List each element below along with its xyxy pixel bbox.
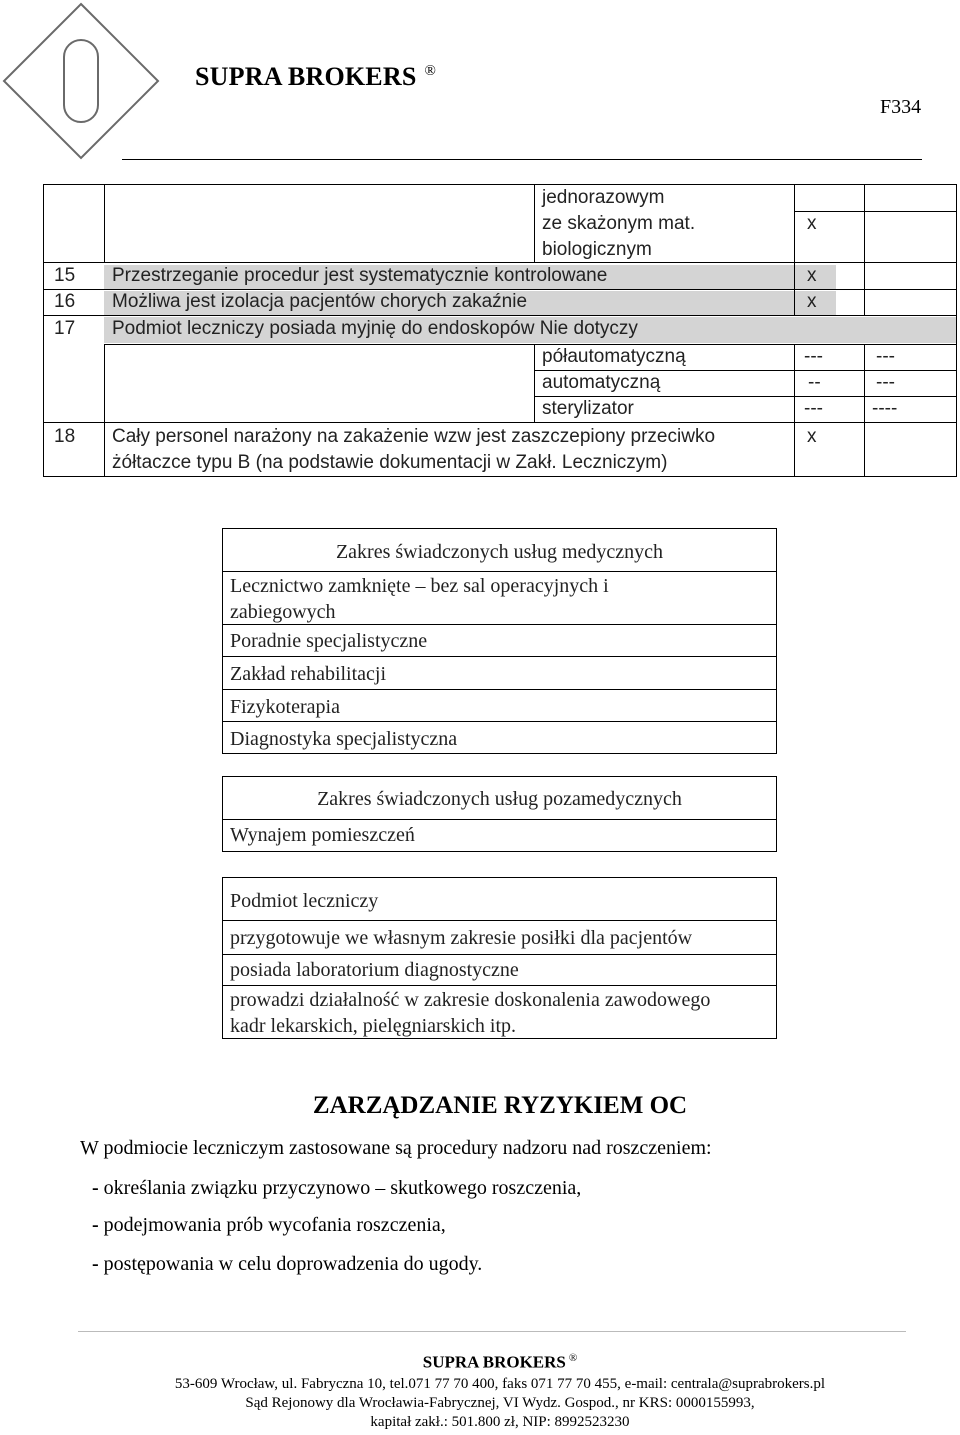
row-text: Przestrzeganie procedur jest systematycznie kontrolowane bbox=[112, 265, 608, 286]
row-divider bbox=[223, 985, 776, 986]
medical-service-item: zabiegowych bbox=[230, 601, 336, 623]
row-divider bbox=[223, 689, 776, 690]
row-text: Podmiot leczniczy posiada myjnię do endoskopów Nie dotyczy bbox=[112, 318, 638, 339]
subrow-value: ---- bbox=[872, 398, 898, 419]
row14-subline: jednorazowym bbox=[542, 187, 665, 208]
subrow-label: automatyczną bbox=[542, 372, 661, 393]
subrow-label: półautomatyczną bbox=[542, 346, 686, 367]
row-divider bbox=[223, 656, 776, 657]
row-divider bbox=[223, 954, 776, 955]
footer-divider bbox=[78, 1331, 906, 1332]
bullet-text: podejmowania prób wycofania roszczenia, bbox=[103, 1214, 446, 1236]
bullet-dash: - bbox=[92, 1214, 99, 1236]
vline bbox=[864, 185, 865, 315]
footer-capital: kapitał zakł.: 501.800 zł, NIP: 8992523230 bbox=[370, 1414, 630, 1430]
risk-bullet bbox=[92, 1253, 482, 1276]
risk-bullet bbox=[92, 1177, 581, 1200]
row-number: 15 bbox=[54, 265, 76, 286]
medical-service-item: Fizykoterapia bbox=[230, 696, 340, 718]
row-divider bbox=[223, 721, 776, 722]
registered-mark: ® bbox=[424, 63, 437, 80]
footer-court: Sąd Rejonowy dla Wrocławia-Fabrycznej, VI Wydz. Gospod., nr KRS: 0000155993, bbox=[245, 1395, 755, 1411]
footer-registered-mark: ® bbox=[568, 1352, 578, 1364]
non-medical-services-title: Zakres świadczonych usług pozamedycznych bbox=[317, 788, 682, 810]
row-divider bbox=[223, 624, 776, 625]
hline bbox=[44, 422, 956, 423]
entity-item: prowadzi działalność w zakresie doskonalenia zawodowego bbox=[230, 989, 711, 1011]
vline bbox=[104, 344, 105, 476]
row-number: 16 bbox=[54, 291, 76, 312]
footer-brand: SUPRA BROKERS ® bbox=[422, 1352, 578, 1372]
risk-intro: W podmiocie leczniczym zastosowane są procedury nadzoru nad roszczeniem: bbox=[80, 1137, 712, 1159]
medical-service-item: Zakład rehabilitacji bbox=[230, 663, 387, 685]
row-divider bbox=[223, 819, 776, 820]
row-number: 17 bbox=[54, 318, 76, 339]
subrow-value: -- bbox=[808, 372, 821, 393]
subrow-label: sterylizator bbox=[542, 398, 634, 419]
entity-item: posiada laboratorium diagnostyczne bbox=[230, 959, 519, 981]
subrow-value: --- bbox=[876, 372, 895, 393]
vline bbox=[794, 344, 795, 476]
row-mark: x bbox=[807, 265, 817, 286]
row-text: Cały personel narażony na zakażenie wzw jest zaszczepiony przeciwko bbox=[112, 426, 716, 447]
risk-bullet bbox=[92, 1214, 446, 1237]
row14-mark: x bbox=[807, 213, 817, 234]
vline bbox=[794, 185, 795, 315]
bullet-dash: - bbox=[92, 1253, 99, 1275]
row-mark: x bbox=[807, 291, 817, 312]
row-text: Możliwa jest izolacja pacjentów chorych zakaźnie bbox=[112, 291, 528, 312]
company-logo bbox=[2, 2, 160, 160]
medical-services-title: Zakres świadczonych usług medycznych bbox=[335, 541, 664, 563]
row-divider bbox=[223, 920, 776, 921]
risk-section-title: ZARZĄDZANIE RYZYKIEM OC bbox=[312, 1092, 688, 1119]
form-code: F334 bbox=[880, 96, 922, 118]
procedures-table bbox=[43, 184, 957, 477]
row-text: żółtaczce typu B (na podstawie dokumentacji w Zakł. Leczniczym) bbox=[112, 452, 668, 473]
hline bbox=[104, 344, 956, 345]
vline bbox=[864, 344, 865, 476]
entity-title: Podmiot leczniczy bbox=[230, 890, 379, 912]
row-number: 18 bbox=[54, 426, 76, 447]
medical-service-item: Poradnie specjalistyczne bbox=[230, 630, 428, 652]
non-medical-services-box bbox=[222, 776, 777, 852]
subrow-value: --- bbox=[876, 346, 895, 367]
header-divider bbox=[122, 159, 922, 160]
footer-address: 53-609 Wrocław, ul. Fabryczna 10, tel.071 77 70 400, faks 071 77 70 455, e-mail: centrala@suprabrokers.pl bbox=[174, 1376, 826, 1392]
hline bbox=[794, 211, 956, 212]
row-mark: x bbox=[807, 426, 817, 447]
row14-subline: biologicznym bbox=[542, 239, 652, 260]
subrow-value: --- bbox=[804, 398, 823, 419]
medical-service-item: Diagnostyka specjalistyczna bbox=[230, 728, 458, 750]
medical-service-item: Lecznictwo zamknięte – bez sal operacyjnych i bbox=[230, 575, 609, 597]
bullet-text: określania związku przyczynowo – skutkowego roszczenia, bbox=[103, 1177, 582, 1199]
entity-item: przygotowuje we własnym zakresie posiłki dla pacjentów bbox=[230, 927, 693, 949]
vline bbox=[104, 185, 105, 262]
bullet-text: postępowania w celu doprowadzenia do ugody. bbox=[103, 1253, 483, 1275]
non-medical-service-item: Wynajem pomieszczeń bbox=[230, 824, 415, 846]
medical-services-box bbox=[222, 528, 777, 754]
bullet-dash: - bbox=[92, 1177, 99, 1199]
subrow-value: --- bbox=[804, 346, 823, 367]
entity-box bbox=[222, 877, 777, 1039]
row-divider bbox=[223, 571, 776, 572]
entity-item: kadr lekarskich, pielęgniarskich itp. bbox=[230, 1015, 517, 1037]
brand-name: SUPRA BROKERS ® bbox=[195, 62, 437, 91]
vline bbox=[534, 185, 535, 262]
vline bbox=[534, 344, 535, 422]
row14-subline: ze skażonym mat. bbox=[542, 213, 696, 234]
